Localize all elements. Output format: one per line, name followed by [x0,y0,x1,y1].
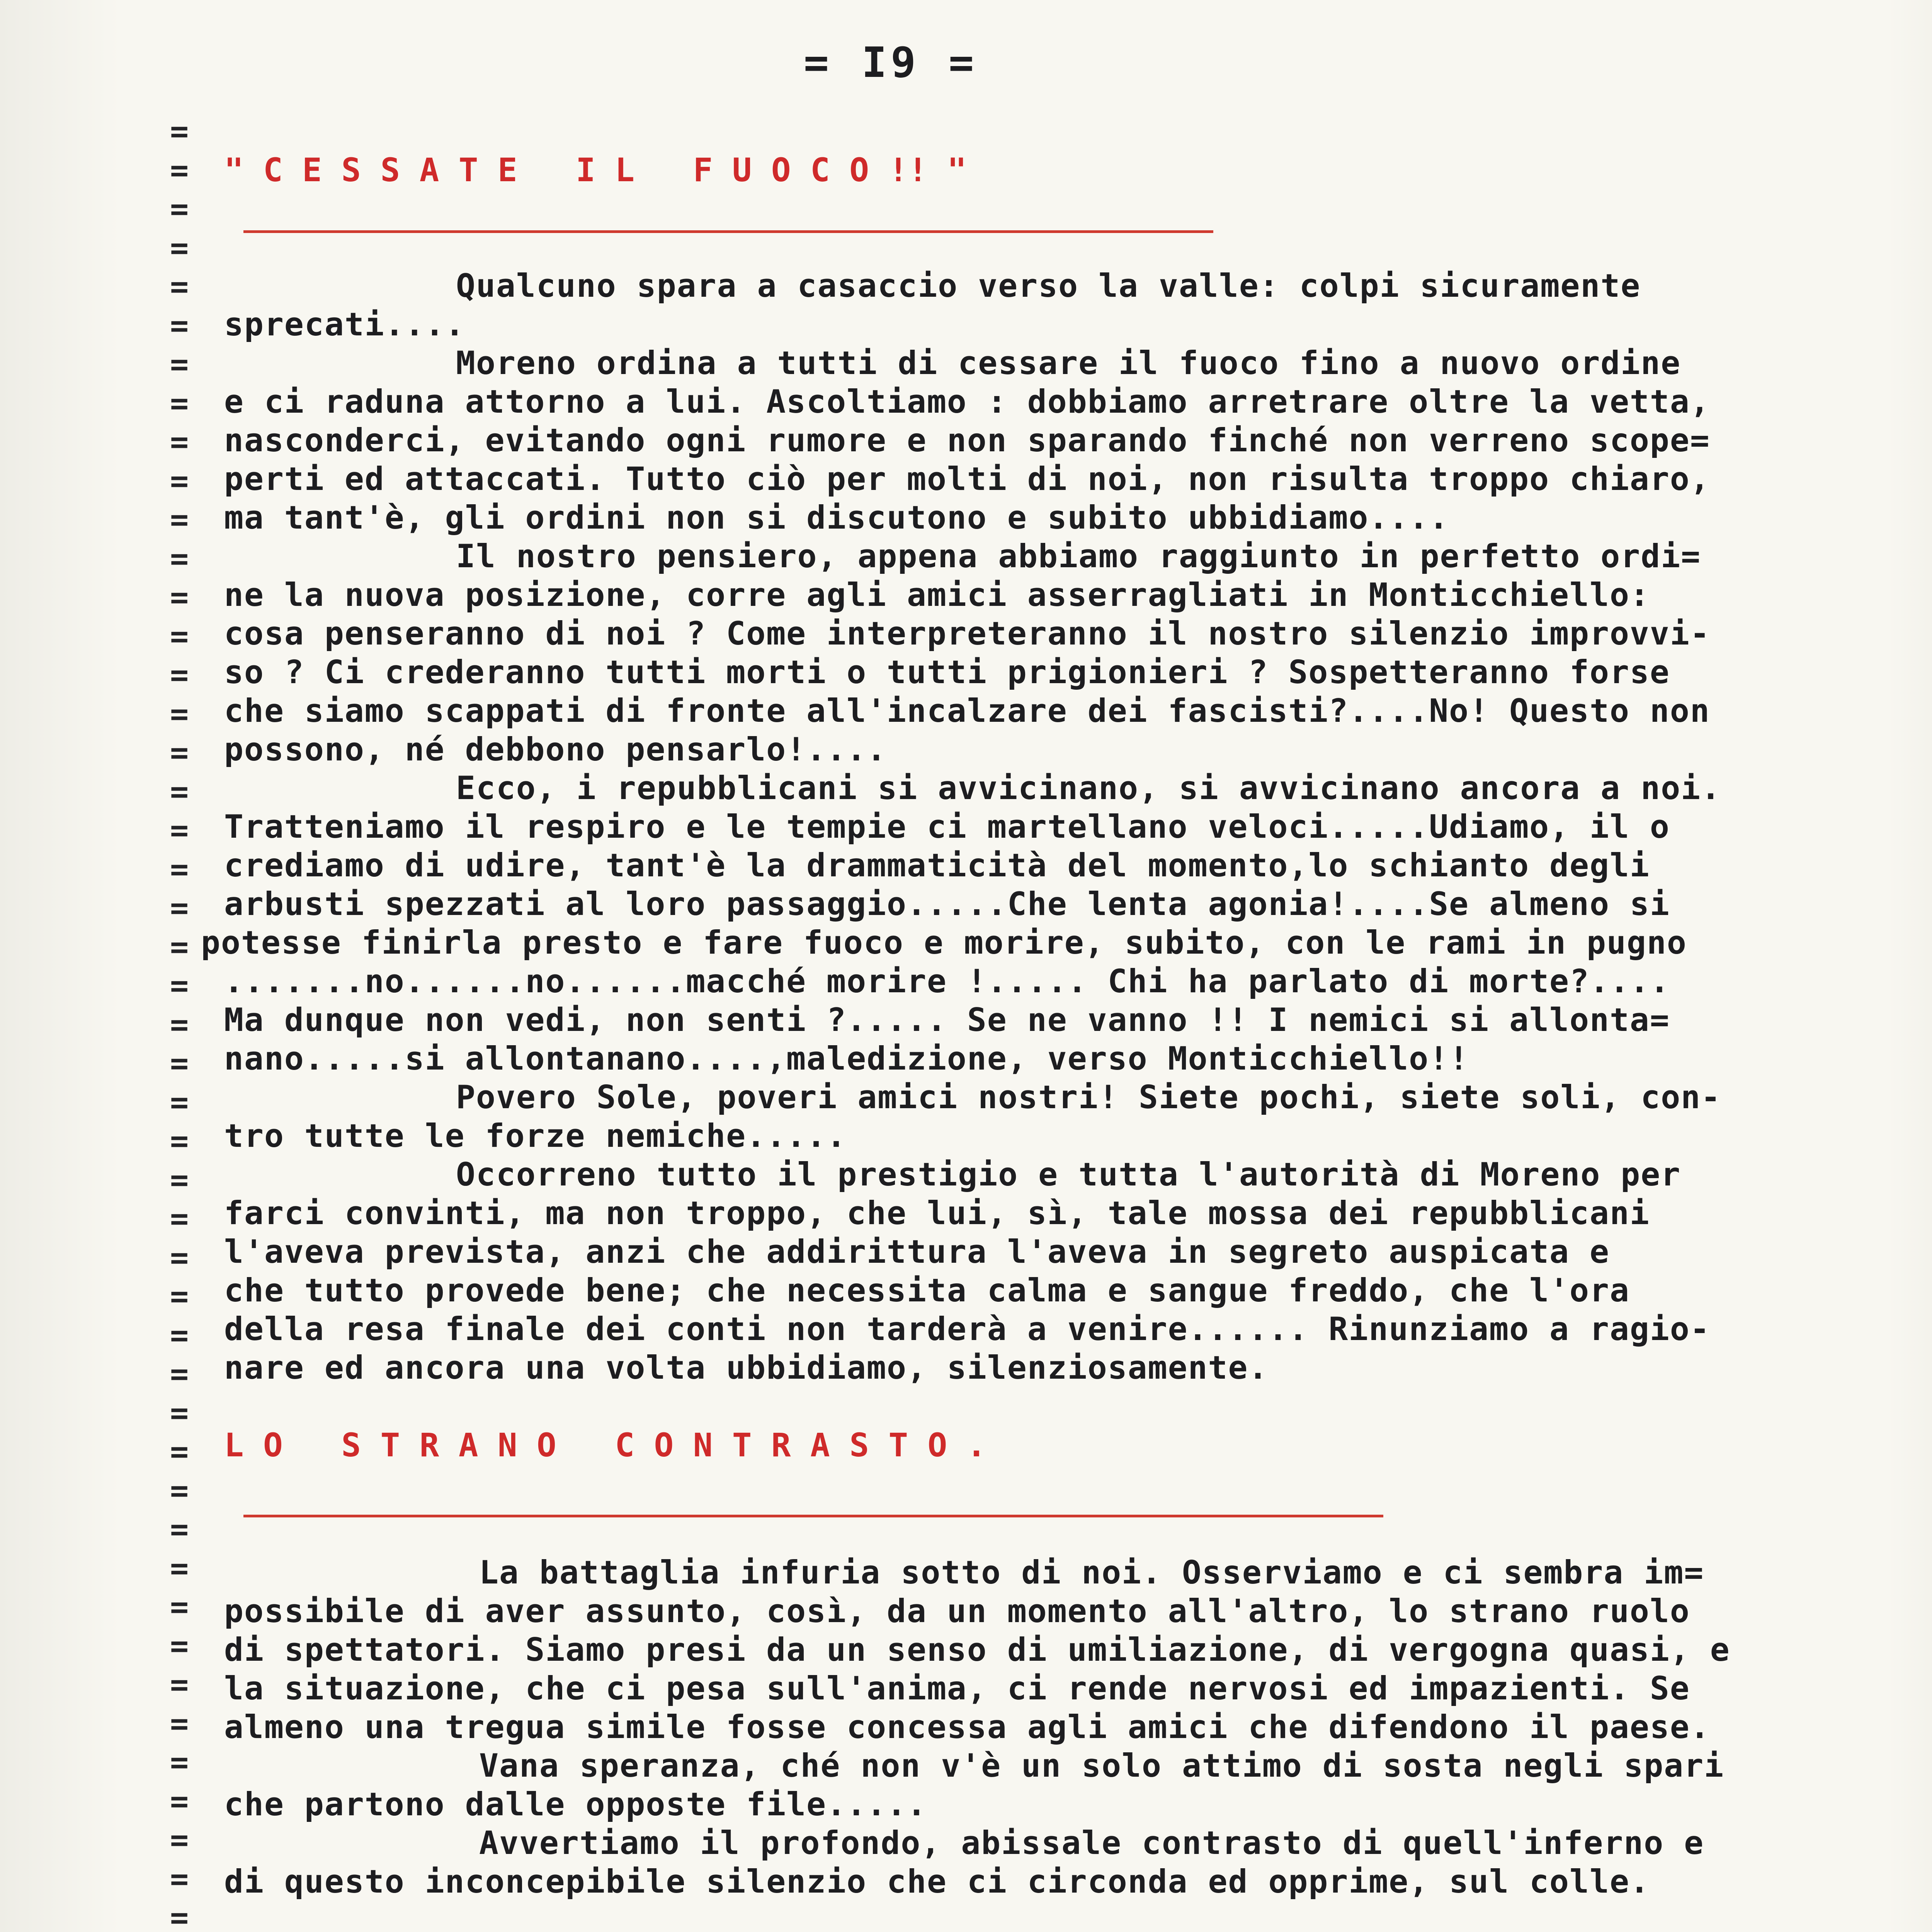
text-line: nare ed ancora una volta ubbidiamo, silenziosamente. [224,1349,1269,1386]
text-line: che siamo scappati di fronte all'incalzare dei fascisti?....No! Questo non [224,692,1710,730]
text-line: Moreno ordina a tutti di cessare il fuoco fino a nuovo ordine [456,344,1681,382]
text-line: Avvertiamo il profondo, abissale contrasto di quell'inferno e [479,1824,1704,1862]
text-line: nasconderci, evitando ogni rumore e non sparando finché non verreno scope= [224,422,1710,459]
section-heading: L O S T R A N O C O N T R A S T O . [224,1426,986,1464]
text-line: e ci raduna attorno a lui. Ascoltiamo : dobbiamo arretrare oltre la vetta, [224,383,1710,420]
text-line: della resa finale dei conti non tarderà a venire...... Rinunziamo a ragio- [224,1310,1710,1348]
text-line: l'aveva prevista, anzi che addirittura l'aveva in segreto auspicata e [224,1233,1610,1270]
text-line: possono, né debbono pensarlo!.... [224,731,887,768]
text-line: Povero Sole, poveri amici nostri! Siete pochi, siete soli, con- [456,1078,1721,1116]
text-line: potesse finirla presto e fare fuoco e morire, subito, con le rami in pugno [201,924,1687,961]
text-line: tro tutte le forze nemiche..... [224,1117,847,1155]
text-line: sprecati.... [224,306,465,343]
text-line: La battaglia infuria sotto di noi. Osserviamo e ci sembra im= [479,1554,1704,1591]
text-line: farci convinti, ma non troppo, che lui, sì, tale mossa dei repubblicani [224,1194,1650,1232]
page-number: = I9 = [804,39,978,87]
heading-underline [243,1515,1383,1517]
text-line: .......no......no......macché morire !..... Chi ha parlato di morte?.... [224,963,1670,1000]
text-line: che tutto provede bene; che necessita calma e sangue freddo, che l'ora [224,1272,1630,1309]
text-line: Vana speranza, ché non v'è un solo attimo di sosta negli spari [479,1747,1725,1784]
text-line: Tratteniamo il respiro e le tempie ci martellano veloci.....Udiamo, il o [224,808,1670,845]
text-line: la situazione, che ci pesa sull'anima, ci rende nervosi ed impazienti. Se [224,1670,1690,1707]
text-line: perti ed attaccati. Tutto ciò per molti di noi, non risulta troppo chiaro, [224,460,1710,498]
text-line: Ma dunque non vedi, non senti ?..... Se ne vanno !! I nemici si allonta= [224,1001,1670,1039]
text-line: crediamo di udire, tant'è la drammaticità del momento,lo schianto degli [224,847,1650,884]
text-line: possibile di aver assunto, così, da un momento all'altro, lo strano ruolo [224,1592,1690,1630]
text-line: cosa penseranno di noi ? Come interpreteranno il nostro silenzio improvvi- [224,615,1710,652]
text-line: Qualcuno spara a casaccio verso la valle: colpi sicuramente [456,267,1641,304]
text-line: so ? Ci crederanno tutti morti o tutti prigionieri ? Sospetteranno forse [224,653,1670,691]
margin-marks: = = = = = = = = = = = = = = = = = = = = = = = = = = = = = = = = = = = = = = = = = = = = = = = [170,113,189,1932]
text-line: nano.....si allontanano....,maledizione, verso Monticchiello!! [224,1040,1469,1077]
text-line: ma tant'è, gli ordini non si discutono e subito ubbidiamo.... [224,499,1449,536]
text-line: Ecco, i repubblicani si avvicinano, si avvicinano ancora a noi. [456,769,1721,807]
heading-underline [243,230,1213,233]
text-line: di spettatori. Siamo presi da un senso di umiliazione, di vergogna quasi, e [224,1631,1730,1668]
text-line: di questo inconcepibile silenzio che ci circonda ed opprime, sul colle. [224,1863,1650,1900]
text-line: che partono dalle opposte file..... [224,1786,927,1823]
text-line: arbusti spezzati al loro passaggio.....Che lenta agonia!....Se almeno si [224,885,1670,923]
section-heading: " C E S S A T E I L F U O C O !! " [224,151,967,189]
text-line: Il nostro pensiero, appena abbiamo raggiunto in perfetto ordi= [456,537,1701,575]
text-line: Occorreno tutto il prestigio e tutta l'autorità di Moreno per [456,1156,1681,1193]
text-line: ne la nuova posizione, corre agli amici asserragliati in Monticchiello: [224,576,1650,614]
text-line: almeno una tregua simile fosse concessa agli amici che difendono il paese. [224,1708,1710,1746]
